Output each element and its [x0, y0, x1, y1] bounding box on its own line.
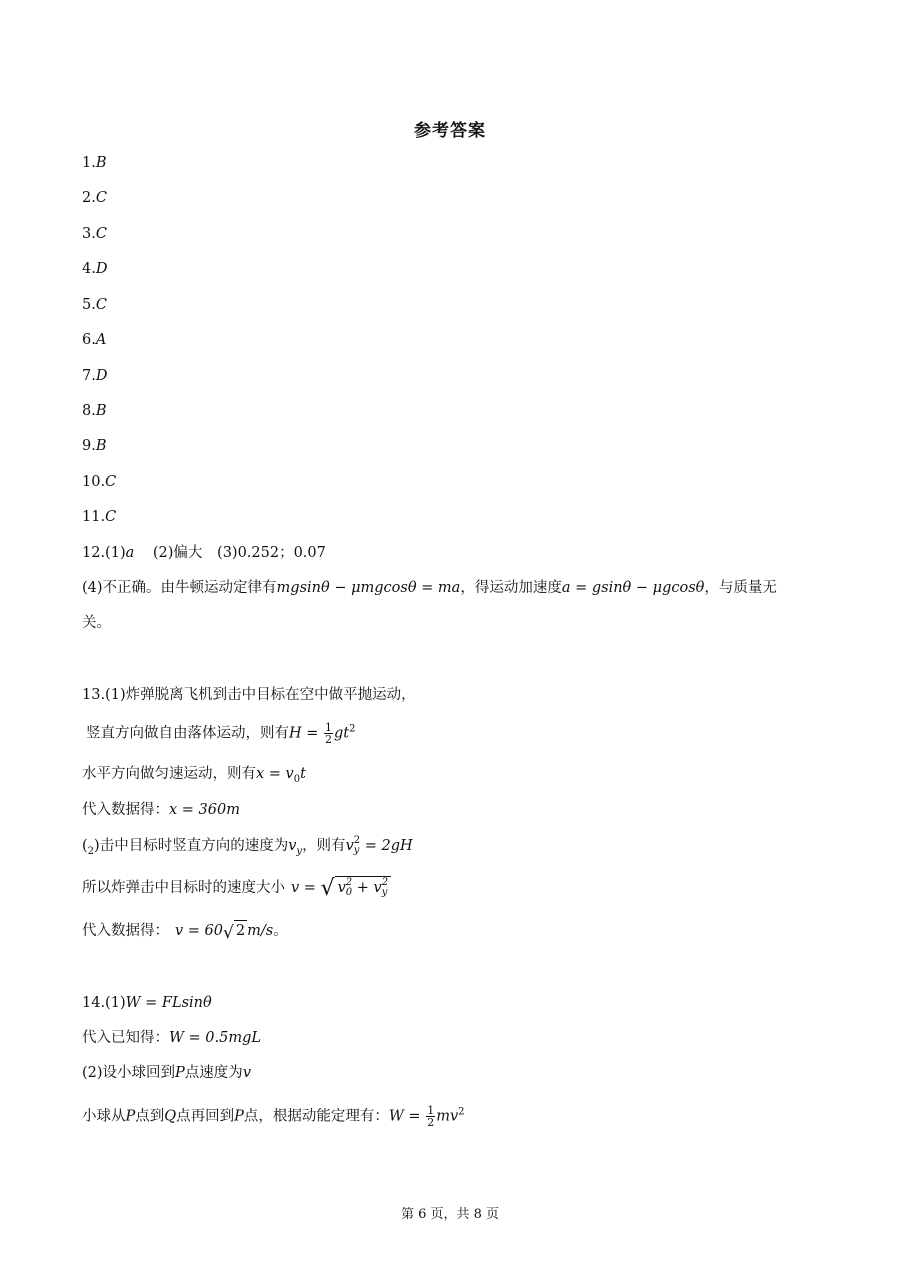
q12-line-2 — [82, 578, 777, 598]
answer-number: 9. — [82, 438, 96, 454]
q13-equation: = 2gH — [360, 838, 413, 854]
q12-text: ，得运动加速度 — [460, 580, 562, 596]
answer-line — [82, 330, 106, 350]
q13-line-4 — [82, 800, 240, 820]
q13-equation: v — [345, 838, 354, 854]
answer-number: 7. — [82, 368, 96, 384]
q13-text: 所以炸弹击中目标时的速度大小 — [82, 880, 285, 896]
subscript: y — [353, 845, 360, 856]
answer-choice: C — [95, 226, 107, 242]
q14-equation: Q — [164, 1108, 177, 1125]
answer-choice: C — [95, 297, 107, 313]
q12-text: (4)不正确。由牛顿运动定律有 — [82, 580, 277, 596]
subscript: 0 — [293, 773, 301, 785]
answer-number: 2. — [82, 190, 96, 206]
fraction-numerator: 1 — [325, 721, 333, 734]
q14-text: 点到 — [135, 1108, 165, 1125]
q13-equation: v = 60 — [175, 923, 224, 939]
q13-text: 。 — [273, 923, 288, 939]
q13-text: )击中目标时竖直方向的速度为 — [94, 838, 289, 854]
q12-part3: (3)0.252；0.07 — [217, 545, 326, 561]
q13-equation: v = — [291, 880, 321, 896]
q13-text: ( — [82, 838, 88, 854]
q12-part2: (2)偏大 — [152, 545, 203, 561]
fraction-denominator: 2 — [325, 733, 333, 746]
radical-sign: √ — [320, 876, 335, 901]
radical-sign: √ — [223, 923, 234, 943]
superscript: 2 — [381, 877, 389, 888]
q12-part1-label: 12.(1) — [82, 545, 126, 561]
answer-choice: C — [95, 190, 107, 206]
q14-line-3 — [82, 1063, 251, 1083]
answer-line — [82, 472, 116, 492]
q13-equation: x = 360m — [169, 802, 240, 818]
answer-line — [82, 224, 107, 244]
superscript: 2 — [458, 1106, 465, 1118]
q13-equation: H = — [289, 725, 324, 742]
fraction-numerator: 1 — [427, 1104, 435, 1117]
q14-text: 点再回到 — [176, 1108, 235, 1125]
q13-text: 竖直方向做自由落体运动，则有 — [86, 725, 289, 742]
q14-text: (2)设小球回到 — [82, 1065, 176, 1081]
q13-line-3 — [82, 764, 306, 784]
answer-choice: A — [95, 332, 107, 348]
answer-number: 10. — [82, 474, 106, 490]
q13-equation: gt — [334, 725, 350, 742]
answer-choice: D — [95, 261, 108, 277]
answer-choice: B — [95, 155, 107, 171]
q13-line-7 — [82, 920, 288, 943]
answer-number: 5. — [82, 297, 96, 313]
answer-line — [82, 153, 107, 173]
q14-equation: W = 0.5mgL — [169, 1030, 261, 1046]
answer-line — [82, 259, 107, 279]
q14-text: 14.(1) — [82, 995, 126, 1011]
q12-line-3: 关。 — [82, 615, 111, 631]
answer-line — [82, 401, 107, 421]
q14-equation: P — [125, 1108, 136, 1125]
q14-equation: v — [242, 1065, 252, 1081]
answer-choice: B — [95, 403, 107, 419]
answer-line — [82, 295, 107, 315]
q14-equation: P — [234, 1108, 244, 1125]
q13-equation: x = v — [256, 766, 294, 782]
page-footer: 第 6 页，共 8 页 — [400, 1207, 500, 1222]
answer-choice: B — [95, 438, 107, 454]
square-root — [335, 876, 392, 898]
sup-sub-stack — [382, 878, 388, 898]
q12-line-1 — [82, 543, 326, 563]
subscript: 2 — [87, 845, 95, 857]
page-title: 参考答案 — [414, 121, 486, 141]
fraction — [324, 722, 333, 745]
answer-number: 3. — [82, 226, 96, 242]
subscript: 0 — [345, 887, 353, 898]
q14-equation: P — [175, 1065, 185, 1081]
superscript: 2 — [345, 877, 353, 888]
q12-equation-2: a = gsinθ − μgcosθ — [561, 580, 705, 596]
q14-equation: W = — [388, 1108, 426, 1125]
square-root: 2 — [234, 920, 247, 941]
q12-equation-1: mgsinθ − μmgcosθ = ma — [276, 580, 461, 596]
answer-line — [82, 507, 116, 527]
answer-number: 8. — [82, 403, 96, 419]
answer-line — [82, 436, 107, 456]
superscript: 2 — [353, 835, 361, 846]
q14-line-1 — [82, 993, 212, 1013]
q14-text: 小球从 — [82, 1108, 126, 1125]
q13-equation: m/s — [247, 923, 274, 939]
q12-part1-answer: a — [125, 545, 135, 561]
answer-number: 1. — [82, 155, 96, 171]
q13-text: ，则有 — [302, 838, 346, 854]
q13-text: 代入数据得： — [82, 923, 169, 939]
q14-equation: mv — [436, 1108, 459, 1125]
q14-equation: W = FLsinθ — [125, 995, 212, 1011]
q13-text: 代入数据得： — [82, 802, 169, 818]
q13-line-1: 13.(1)炸弹脱离飞机到击中目标在空中做平抛运动， — [82, 687, 416, 703]
q14-text: 点速度为 — [184, 1065, 243, 1081]
subscript: y — [381, 887, 388, 898]
answer-choice: C — [105, 474, 117, 490]
q13-equation: v — [288, 838, 297, 854]
q13-equation: + v — [352, 880, 382, 896]
q13-line-2 — [86, 722, 356, 745]
q14-text: 点，根据动能定理有： — [243, 1108, 389, 1125]
q13-line-6 — [82, 876, 391, 899]
answer-choice: D — [95, 368, 108, 384]
q14-text: 代入已知得： — [82, 1030, 169, 1046]
q14-line-4 — [82, 1105, 465, 1128]
fraction-denominator: 2 — [427, 1116, 435, 1129]
answer-number: 6. — [82, 332, 96, 348]
subscript: y — [296, 845, 303, 857]
q13-text: 水平方向做匀速运动，则有 — [82, 766, 256, 782]
answer-line — [82, 188, 107, 208]
q12-text: ，与质量无 — [704, 580, 777, 596]
q14-line-2 — [82, 1028, 261, 1048]
answer-line — [82, 366, 107, 386]
answer-number: 11. — [82, 509, 106, 525]
answer-choice: C — [105, 509, 117, 525]
superscript: 2 — [349, 723, 356, 735]
q13-equation: v — [337, 880, 346, 896]
q13-equation: t — [300, 766, 306, 782]
fraction — [426, 1105, 435, 1128]
answer-number: 4. — [82, 261, 96, 277]
q13-line-5 — [82, 836, 413, 856]
